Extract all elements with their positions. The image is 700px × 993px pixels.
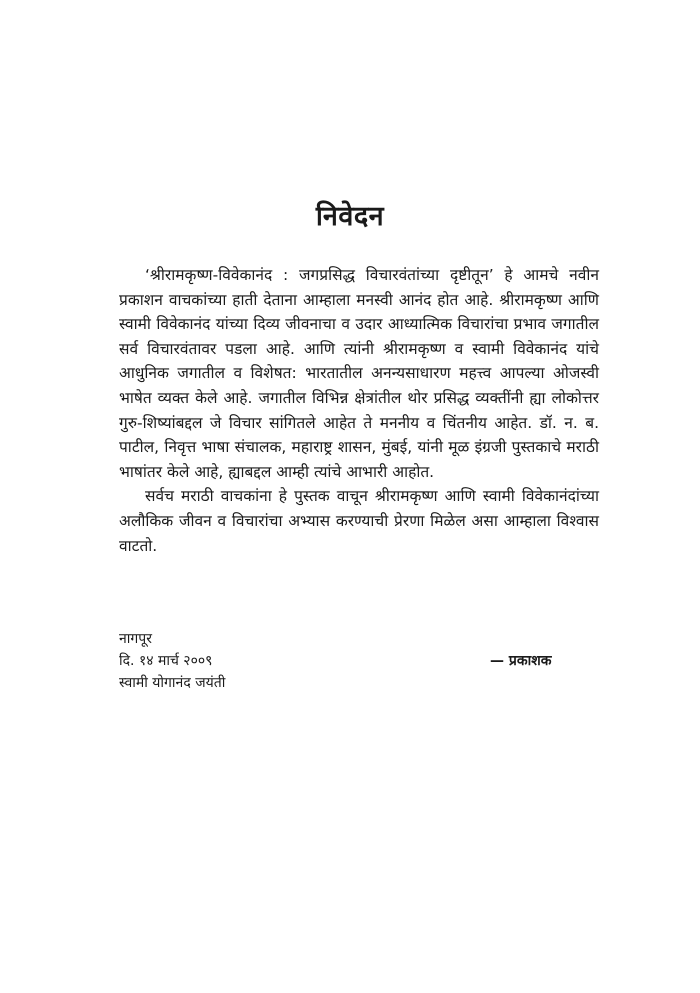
- place-text: नागपूर: [119, 631, 152, 647]
- publisher-signature: — प्रकाशक: [490, 653, 552, 669]
- date-text: दि. १४ मार्च २००९: [119, 653, 213, 669]
- body-text: [119, 263, 599, 558]
- paragraph-1: ‘श्रीरामकृष्ण-विवेकानंद : जगप्रसिद्ध विचारवंतांच्या दृष्टीतून’ हे आमचे नवीन प्रकाशन वाचकांच्या हाती देताना आम्हाला मनस्वी आनंद होत आहे. श्रीरामकृष्ण आणि स्वामी विवेकानंद यांच्या दिव्य जीवनाचा व उदार आध्यात्मिक विचारांचा प्रभाव जगातील सर्व विचारवंतावर पडला आहे. आणि त्यांनी श्रीरामकृष्ण व स्वामी विवेकानंद यांचे आधुनिक जगातील व विशेषत: भारतातील अनन्यसाधारण महत्त्व आपल्या ओजस्वी भाषेत व्यक्त केले आहे. जगातील विभिन्न क्षेत्रांतील थोर प्रसिद्ध व्यक्तींनी ह्या लोकोत्तर गुरु-शिष्यांबद्दल जे विचार सांगितले आहेत ते मननीय व चिंतनीय आहेत. डॉ. न. ब. पाटील, निवृत्त भाषा संचालक, महाराष्ट्र शासन, मुंबई, यांनी मूळ इंग्रजी पुस्तकाचे मराठी भाषांतर केले आहे, ह्याबद्दल आम्ही त्यांचे आभारी आहोत.: [119, 266, 599, 481]
- footer-place-date: [119, 628, 225, 694]
- page-title: निवेदन: [315, 201, 385, 232]
- occasion-text: स्वामी योगानंद जयंती: [119, 675, 226, 691]
- paragraph-2: सर्वच मराठी वाचकांना हे पुस्तक वाचून श्रीरामकृष्ण आणि स्वामी विवेकानंदांच्या अलौकिक जीवन व विचारांचा अभ्यास करण्याची प्रेरणा मिळेल असा आम्हाला विश्वास वाटतो.: [119, 487, 599, 555]
